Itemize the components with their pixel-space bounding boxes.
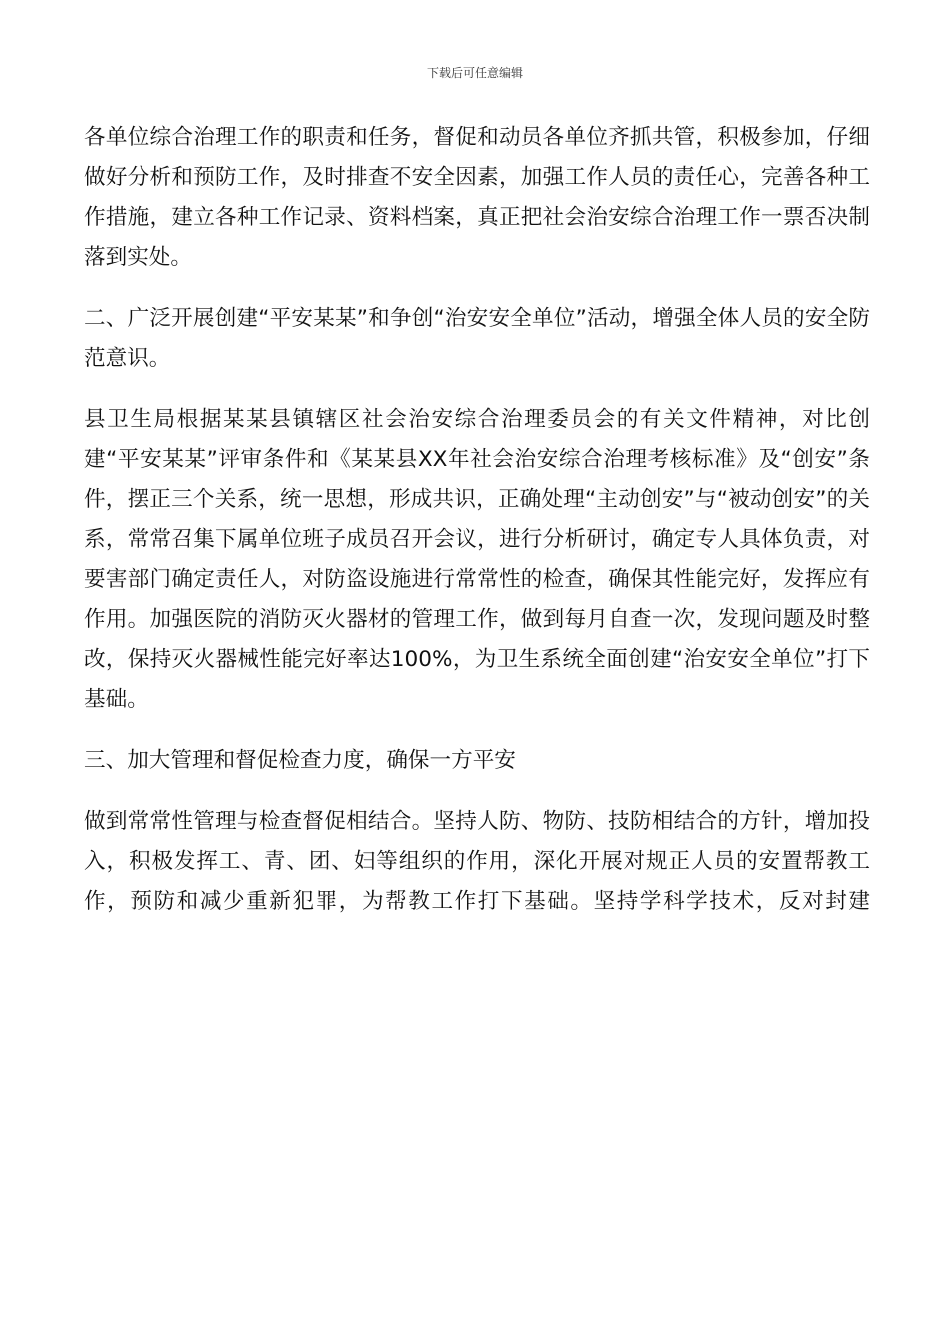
section-heading-two: 二、广泛开展创建“平安某某”和争创“治安安全单位”活动，增强全体人员的安全防范意识。: [84, 306, 870, 371]
section-heading-three: 三、加大管理和督促检查力度，确保一方平安: [84, 748, 516, 773]
paragraph-management: 做到常常性管理与检查督促相结合。坚持人防、物防、技防相结合的方针，增加投入，积极发挥工、青、团、妇等组织的作用，深化开展对规正人员的安置帮教工作，预防和减少重新犯罪，为帮教工作打下基础。坚持学科学技术，反对封建: [84, 809, 870, 914]
document-body: [84, 118, 870, 922]
page-header: 下载后可任意编辑: [426, 66, 523, 80]
paragraph-health-bureau: 县卫生局根据某某县镇辖区社会治安综合治理委员会的有关文件精神，对比创建“平安某某”评审条件和《某某县XX年社会治安综合治理考核标准》及“创安”条件，摆正三个关系，统一思想，形成共识，正确处理“主动创安”与“被动创安”的关系，常常召集下属单位班子成员召开会议，进行分析研讨，确定专人具体负责，对要害部门确定责任人，对防盗设施进行常常性的检查，确保其性能完好，发挥应有作用。加强医院的消防灭火器材的管理工作，做到每月自查一次，发现问题及时整改，保持灭火器械性能完好率达100%，为卫生系统全面创建“治安安全单位”打下基础。: [84, 407, 870, 712]
paragraph-responsibilities: 各单位综合治理工作的职责和任务，督促和动员各单位齐抓共管，积极参加，仔细做好分析和预防工作，及时排查不安全因素，加强工作人员的责任心，完善各种工作措施，建立各种工作记录、资料档案，真正把社会治安综合治理工作一票否决制落到实处。: [84, 125, 870, 270]
